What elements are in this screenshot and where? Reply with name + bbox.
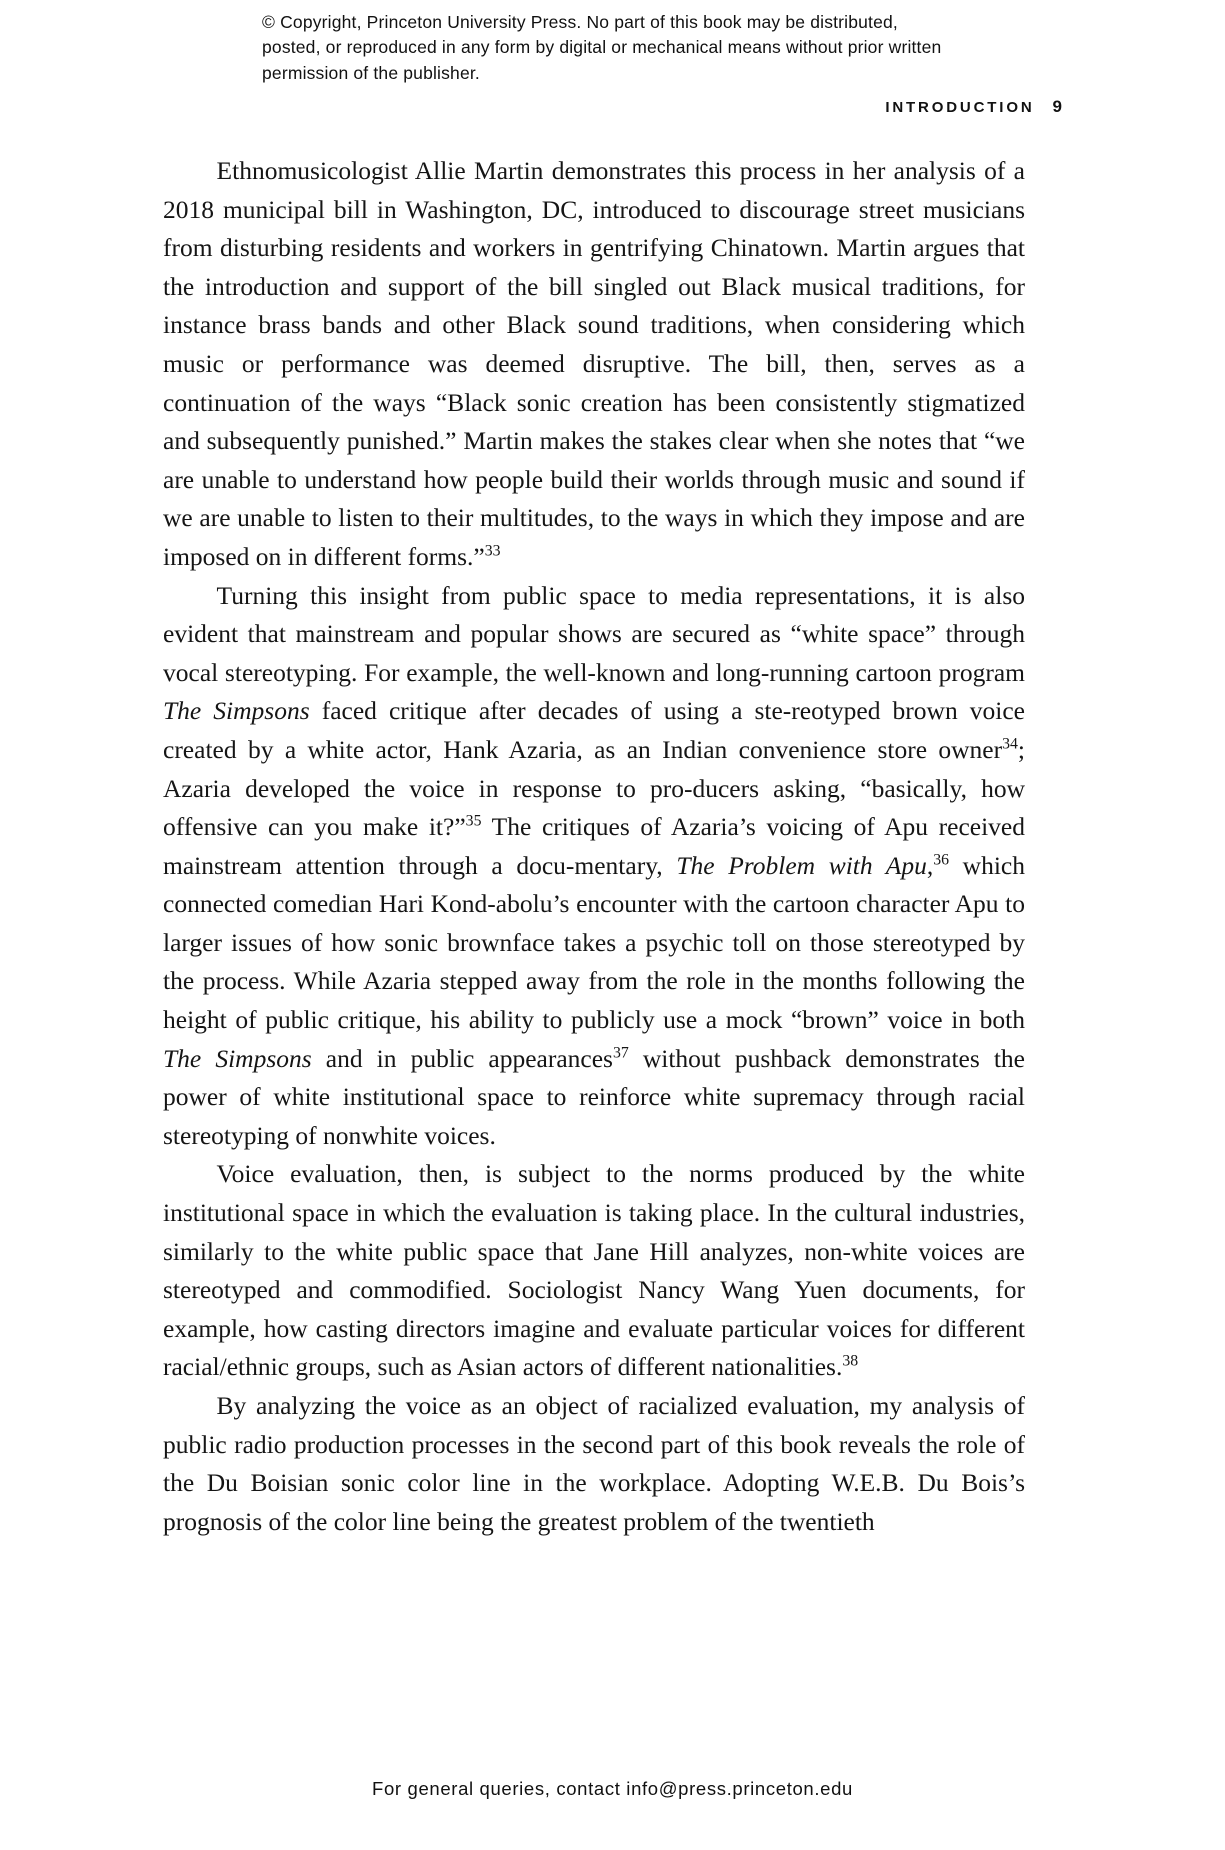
body-text <box>163 152 1025 1541</box>
italic-title: The Simpsons <box>163 1043 312 1073</box>
page-number: 9 <box>1052 97 1062 116</box>
paragraph: Ethnomusicologist Allie Martin demonstrates this process in her analysis of a 2018 municipal bill in Washington, DC, introduced to discourage street musicians from disturbing residents and workers in gentrifying Chinatown. Martin argues that the introduction and support of the bill singled out Black musical traditions, for instance brass bands and other Black sound traditions, when considering which music or performance was deemed disruptive. The bill, then, serves as a continuation of the ways “Black sonic creation has been consistently stigmatized and subsequently punished.” Martin makes the stakes clear when she notes that “we are unable to understand how people build their worlds through music and sound if we are unable to listen to their multitudes, to the ways in which they impose and are imposed on in different forms.”$^{33}$ <box>163 156 1025 571</box>
italic-title: The Problem with Apu <box>676 850 927 880</box>
footnote-marker[interactable]: 34 <box>1002 735 1018 753</box>
paragraph: Turning this insight from public space to media representations, it is also evident that mainstream and popular shows are secured as “white space” through vocal stereotyping. For example, the well-known and long-running cartoon program The Simpsons faced critique after decades of using a ste-reotyped brown voice created by a white actor, Hank Azaria, as an Indian convenience store owner$^{34}$; Azaria developed the voice in response to pro-ducers asking, “basically, how offensive can you make it?”$^{35}$ The critiques of Azaria’s voicing of Apu received mainstream attention through a docu-mentary, The Problem with Apu,$^{36}$ which connected comedian Hari Kond-abolu’s encounter with the cartoon character Apu to larger issues of how sonic brownface takes a psychic toll on those stereotyped by the process. While Azaria stepped away from the role in the months following the height of public critique, his ability to publicly use a mock “brown” voice in both The Simpsons and in public appearances$^{37}$ without pushback demonstrates the power of white institutional space to reinforce white supremacy through racial stereotyping of nonwhite voices. <box>163 580 1026 1150</box>
footnote-marker[interactable]: 36 <box>933 851 950 869</box>
running-head <box>885 97 1062 117</box>
copyright-notice: © Copyright, Princeton University Press. No part of this book may be distributed, posted, or reproduced in any form by digital or mechanical means without prior written permission of the publisher. <box>262 12 942 83</box>
footnote-marker[interactable]: 33 <box>484 542 501 560</box>
footnote-marker[interactable]: 37 <box>612 1044 629 1062</box>
italic-title: The Simpsons <box>163 696 310 726</box>
footer-queries-note: For general queries, contact info@press.princeton.edu <box>372 1778 853 1799</box>
footnote-marker[interactable]: 38 <box>842 1352 859 1370</box>
paragraph: Voice evaluation, then, is subject to the norms produced by the white institutional space in which the evaluation is taking place. In the cultural industries, similarly to the white public space that Jane Hill analyzes, non-white voices are stereotyped and commodified. Sociologist Nancy Wang Yuen documents, for example, how casting directors imagine and evaluate particular voices for different racial/ethnic groups, such as Asian actors of different nationalities.$^{38}$ <box>163 1159 1025 1382</box>
paragraph: By analyzing the voice as an object of racialized evaluation, my analysis of public radio production processes in the second part of this book reveals the role of the Du Boisian sonic color line in the workplace. Adopting W.E.B. Du Bois’s prognosis of the color line being the greatest problem of the twentieth <box>163 1391 1025 1536</box>
footnote-marker[interactable]: 35 <box>465 812 482 830</box>
running-head-label: INTRODUCTION <box>885 99 1035 116</box>
